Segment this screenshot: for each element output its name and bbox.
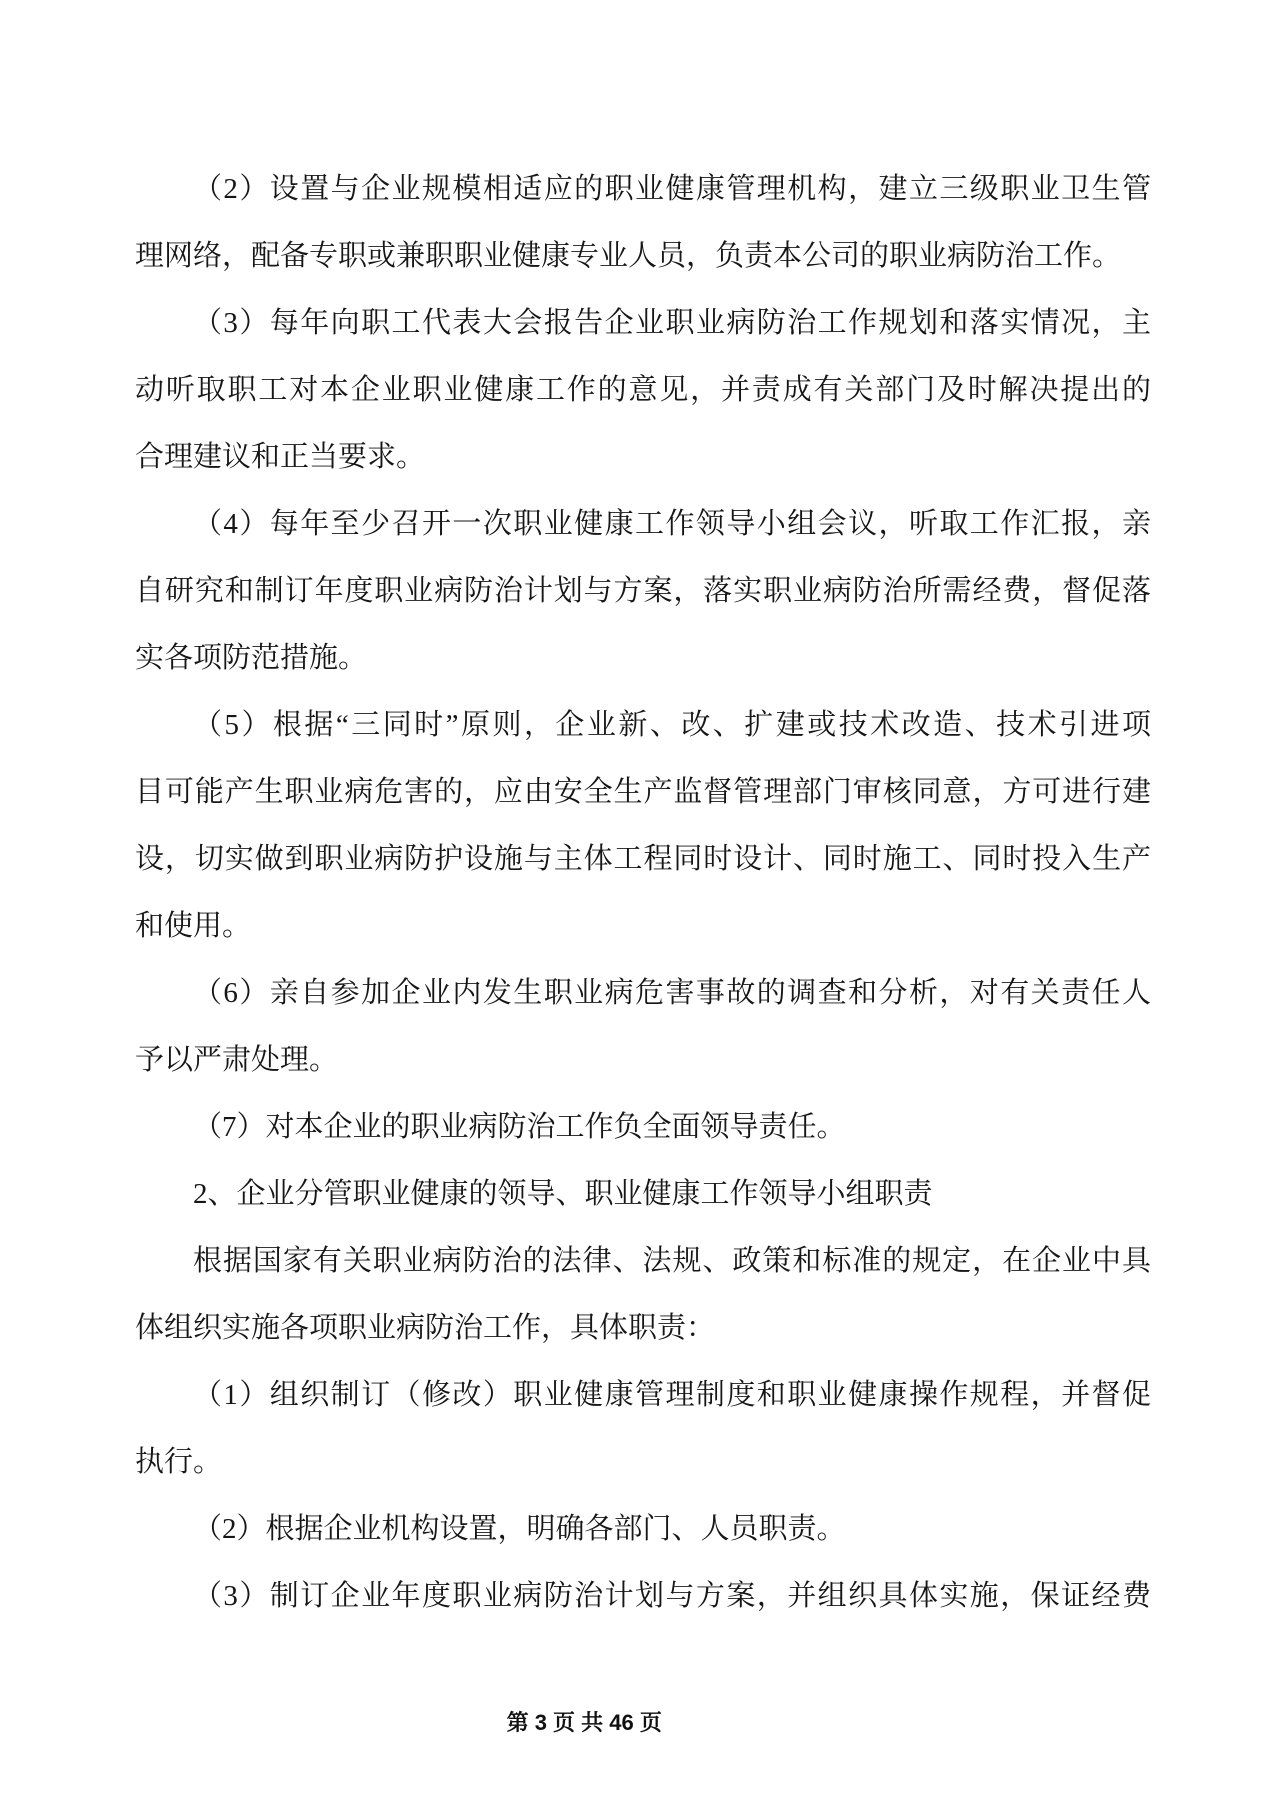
text-line: （7）对本企业的职业病防治工作负全面领导责任。 [193,1111,846,1143]
text-line: （2）设置与企业规模相适应的职业健康管理机构，建立三级职业卫生管 [193,173,1151,205]
text-line: 和使用。 [135,910,252,942]
page-number-label: 第 3 页 共 46 页 [506,1710,662,1735]
text-line: 目可能产生职业病危害的，应由安全生产监督管理部门审核同意，方可进行建 [135,776,1151,808]
text-line: 体组织实施各项职业病防治工作，具体职责： [135,1312,716,1344]
text-line: 2、企业分管职业健康的领导、职业健康工作领导小组职责 [193,1178,933,1210]
text-line: （2）根据企业机构设置，明确各部门、人员职责。 [193,1513,846,1545]
text-line: （3）制订企业年度职业病防治计划与方案，并组织具体实施，保证经费 [193,1580,1151,1612]
text-line: 根据国家有关职业病防治的法律、法规、政策和标准的规定，在企业中具 [193,1245,1151,1277]
page-footer [482,1680,662,1763]
text-line: 自研究和制订年度职业病防治计划与方案，落实职业病防治所需经费，督促落 [135,575,1151,607]
text-line: （5）根据“三同时”原则，企业新、改、扩建或技术改造、技术引进项 [193,709,1151,741]
text-line: 理网络，配备专职或兼职职业健康专业人员，负责本公司的职业病防治工作。 [135,240,1122,272]
document-body [135,156,1151,1630]
text-line: 动听取职工对本企业职业健康工作的意见，并责成有关部门及时解决提出的 [135,374,1151,406]
text-line: 合理建议和正当要求。 [135,441,426,473]
text-line: （3）每年向职工代表大会报告企业职业病防治工作规划和落实情况，主 [193,307,1151,339]
text-line: 实各项防范措施。 [135,642,368,674]
text-line: （4）每年至少召开一次职业健康工作领导小组会议，听取工作汇报，亲 [193,508,1151,540]
text-line: 设，切实做到职业病防护设施与主体工程同时设计、同时施工、同时投入生产 [135,843,1151,875]
text-line: 予以严肃处理。 [135,1044,339,1076]
text-line: （6）亲自参加企业内发生职业病危害事故的调查和分析，对有关责任人 [193,977,1151,1009]
text-line: 执行。 [135,1446,223,1478]
text-line: （1）组织制订（修改）职业健康管理制度和职业健康操作规程，并督促 [193,1379,1151,1411]
